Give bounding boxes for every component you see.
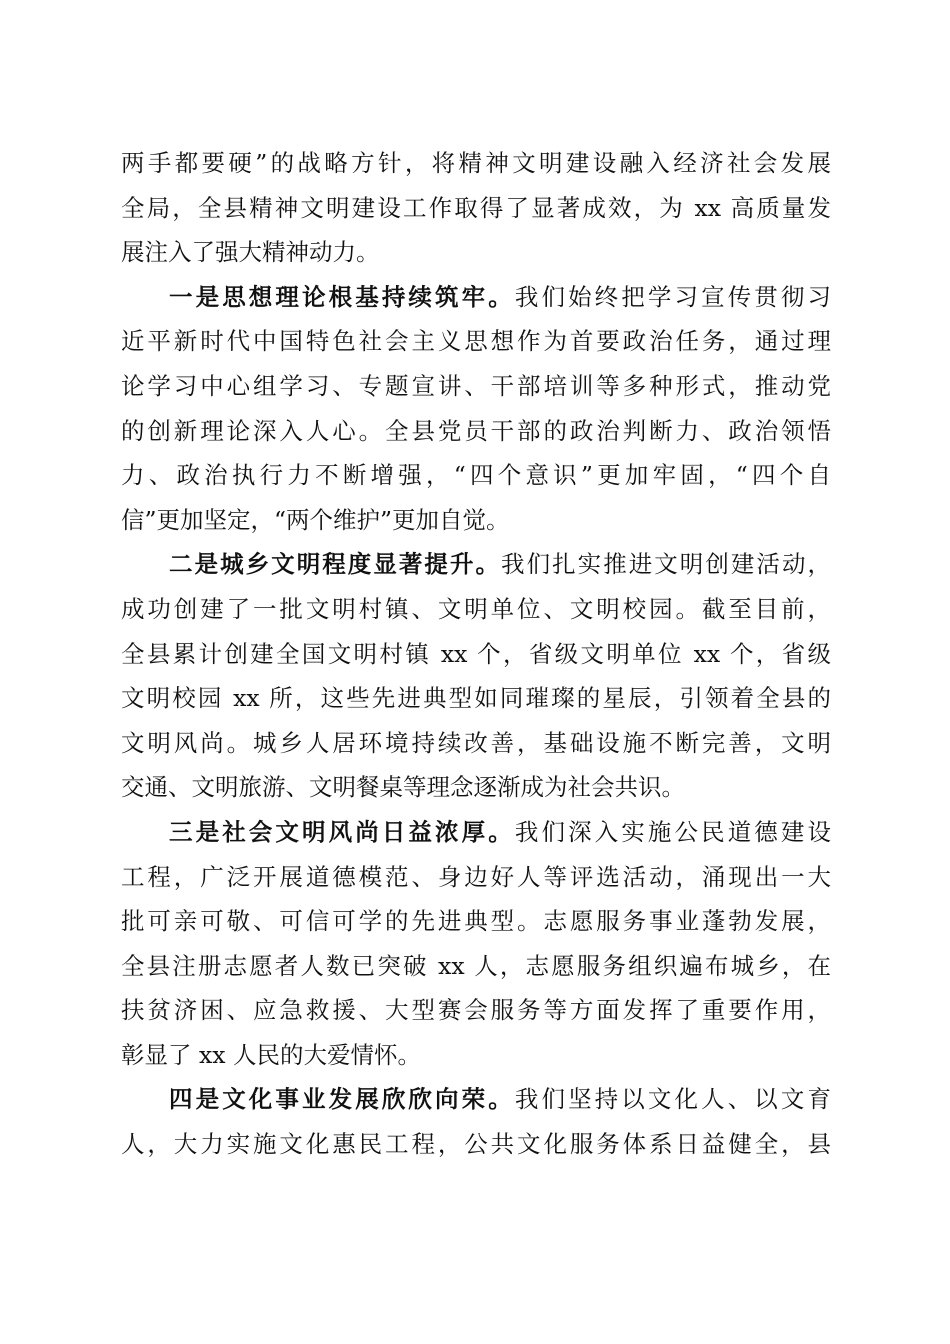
paragraph-heading: 一是思想理论根基持续筑牢。 bbox=[169, 282, 515, 311]
paragraph-ideology bbox=[121, 275, 831, 543]
body-text bbox=[121, 141, 831, 1167]
text-line: 全县累计创建全国文明村镇 xx 个，省级文明单位 xx 个，省级 bbox=[121, 639, 831, 668]
paragraph-culture bbox=[121, 1077, 831, 1166]
text-fragment: 我们始终把学习宣传贯彻习 bbox=[514, 282, 832, 311]
text-line-first bbox=[121, 275, 831, 320]
paragraph-heading: 四是文化事业发展欣欣向荣。 bbox=[169, 1085, 515, 1114]
text-fragment: 我们深入实施公民道德建设 bbox=[514, 817, 832, 846]
paragraph-civilization-level bbox=[121, 542, 831, 810]
text-line: 扶贫济困、应急救援、大型赛会服务等方面发挥了重要作用， bbox=[121, 996, 831, 1025]
text-line: 信”更加坚定，“两个维护”更加自觉。 bbox=[121, 505, 510, 534]
text-line-first bbox=[121, 1077, 831, 1122]
text-line: 展注入了强大精神动力。 bbox=[121, 238, 380, 267]
text-line: 文明校园 xx 所，这些先进典型如同璀璨的星辰，引领着全县的 bbox=[121, 684, 831, 713]
text-line: 文明风尚。城乡人居环境持续改善，基础设施不断完善，文明 bbox=[121, 728, 831, 757]
text-line: 全县注册志愿者人数已突破 xx 人，志愿服务组织遍布城乡，在 bbox=[121, 951, 831, 980]
text-fragment: 我们扎实推进文明创建活动， bbox=[501, 550, 832, 579]
text-line: 两手都要硬”的战略方针，将精神文明建设融入经济社会发展 bbox=[121, 149, 831, 177]
text-line: 交通、文明旅游、文明餐桌等理念逐渐成为社会共识。 bbox=[121, 773, 685, 802]
text-line: 彰显了 xx 人民的大爱情怀。 bbox=[121, 1040, 421, 1069]
text-line: 论学习中心组学习、专题宣讲、干部培训等多种形式，推动党 bbox=[121, 371, 831, 400]
paragraph-social-ethos bbox=[121, 810, 831, 1078]
paragraph-continuation bbox=[121, 141, 831, 275]
paragraph-heading: 三是社会文明风尚日益浓厚。 bbox=[169, 817, 515, 846]
text-line-first bbox=[121, 810, 831, 855]
text-line: 全局，全县精神文明建设工作取得了显著成效，为 xx 高质量发 bbox=[121, 193, 831, 222]
paragraph-heading: 二是城乡文明程度显著提升。 bbox=[169, 550, 502, 579]
text-line: 工程，广泛开展道德模范、身边好人等评选活动，涌现出一大 bbox=[121, 862, 831, 891]
text-line: 力、政治执行力不断增强，“四个意识”更加牢固，“四个自 bbox=[121, 461, 831, 490]
text-fragment: 我们坚持以文化人、以文育 bbox=[514, 1085, 832, 1114]
text-line: 成功创建了一批文明村镇、文明单位、文明校园。截至目前， bbox=[121, 594, 831, 623]
text-line: 近平新时代中国特色社会主义思想作为首要政治任务，通过理 bbox=[121, 327, 831, 356]
text-line: 批可亲可敬、可信可学的先进典型。志愿服务事业蓬勃发展， bbox=[121, 907, 831, 936]
text-line-first bbox=[121, 542, 831, 587]
text-line: 的创新理论深入人心。全县党员干部的政治判断力、政治领悟 bbox=[121, 416, 831, 445]
text-line: 人，大力实施文化惠民工程，公共文化服务体系日益健全，县 bbox=[121, 1130, 831, 1159]
